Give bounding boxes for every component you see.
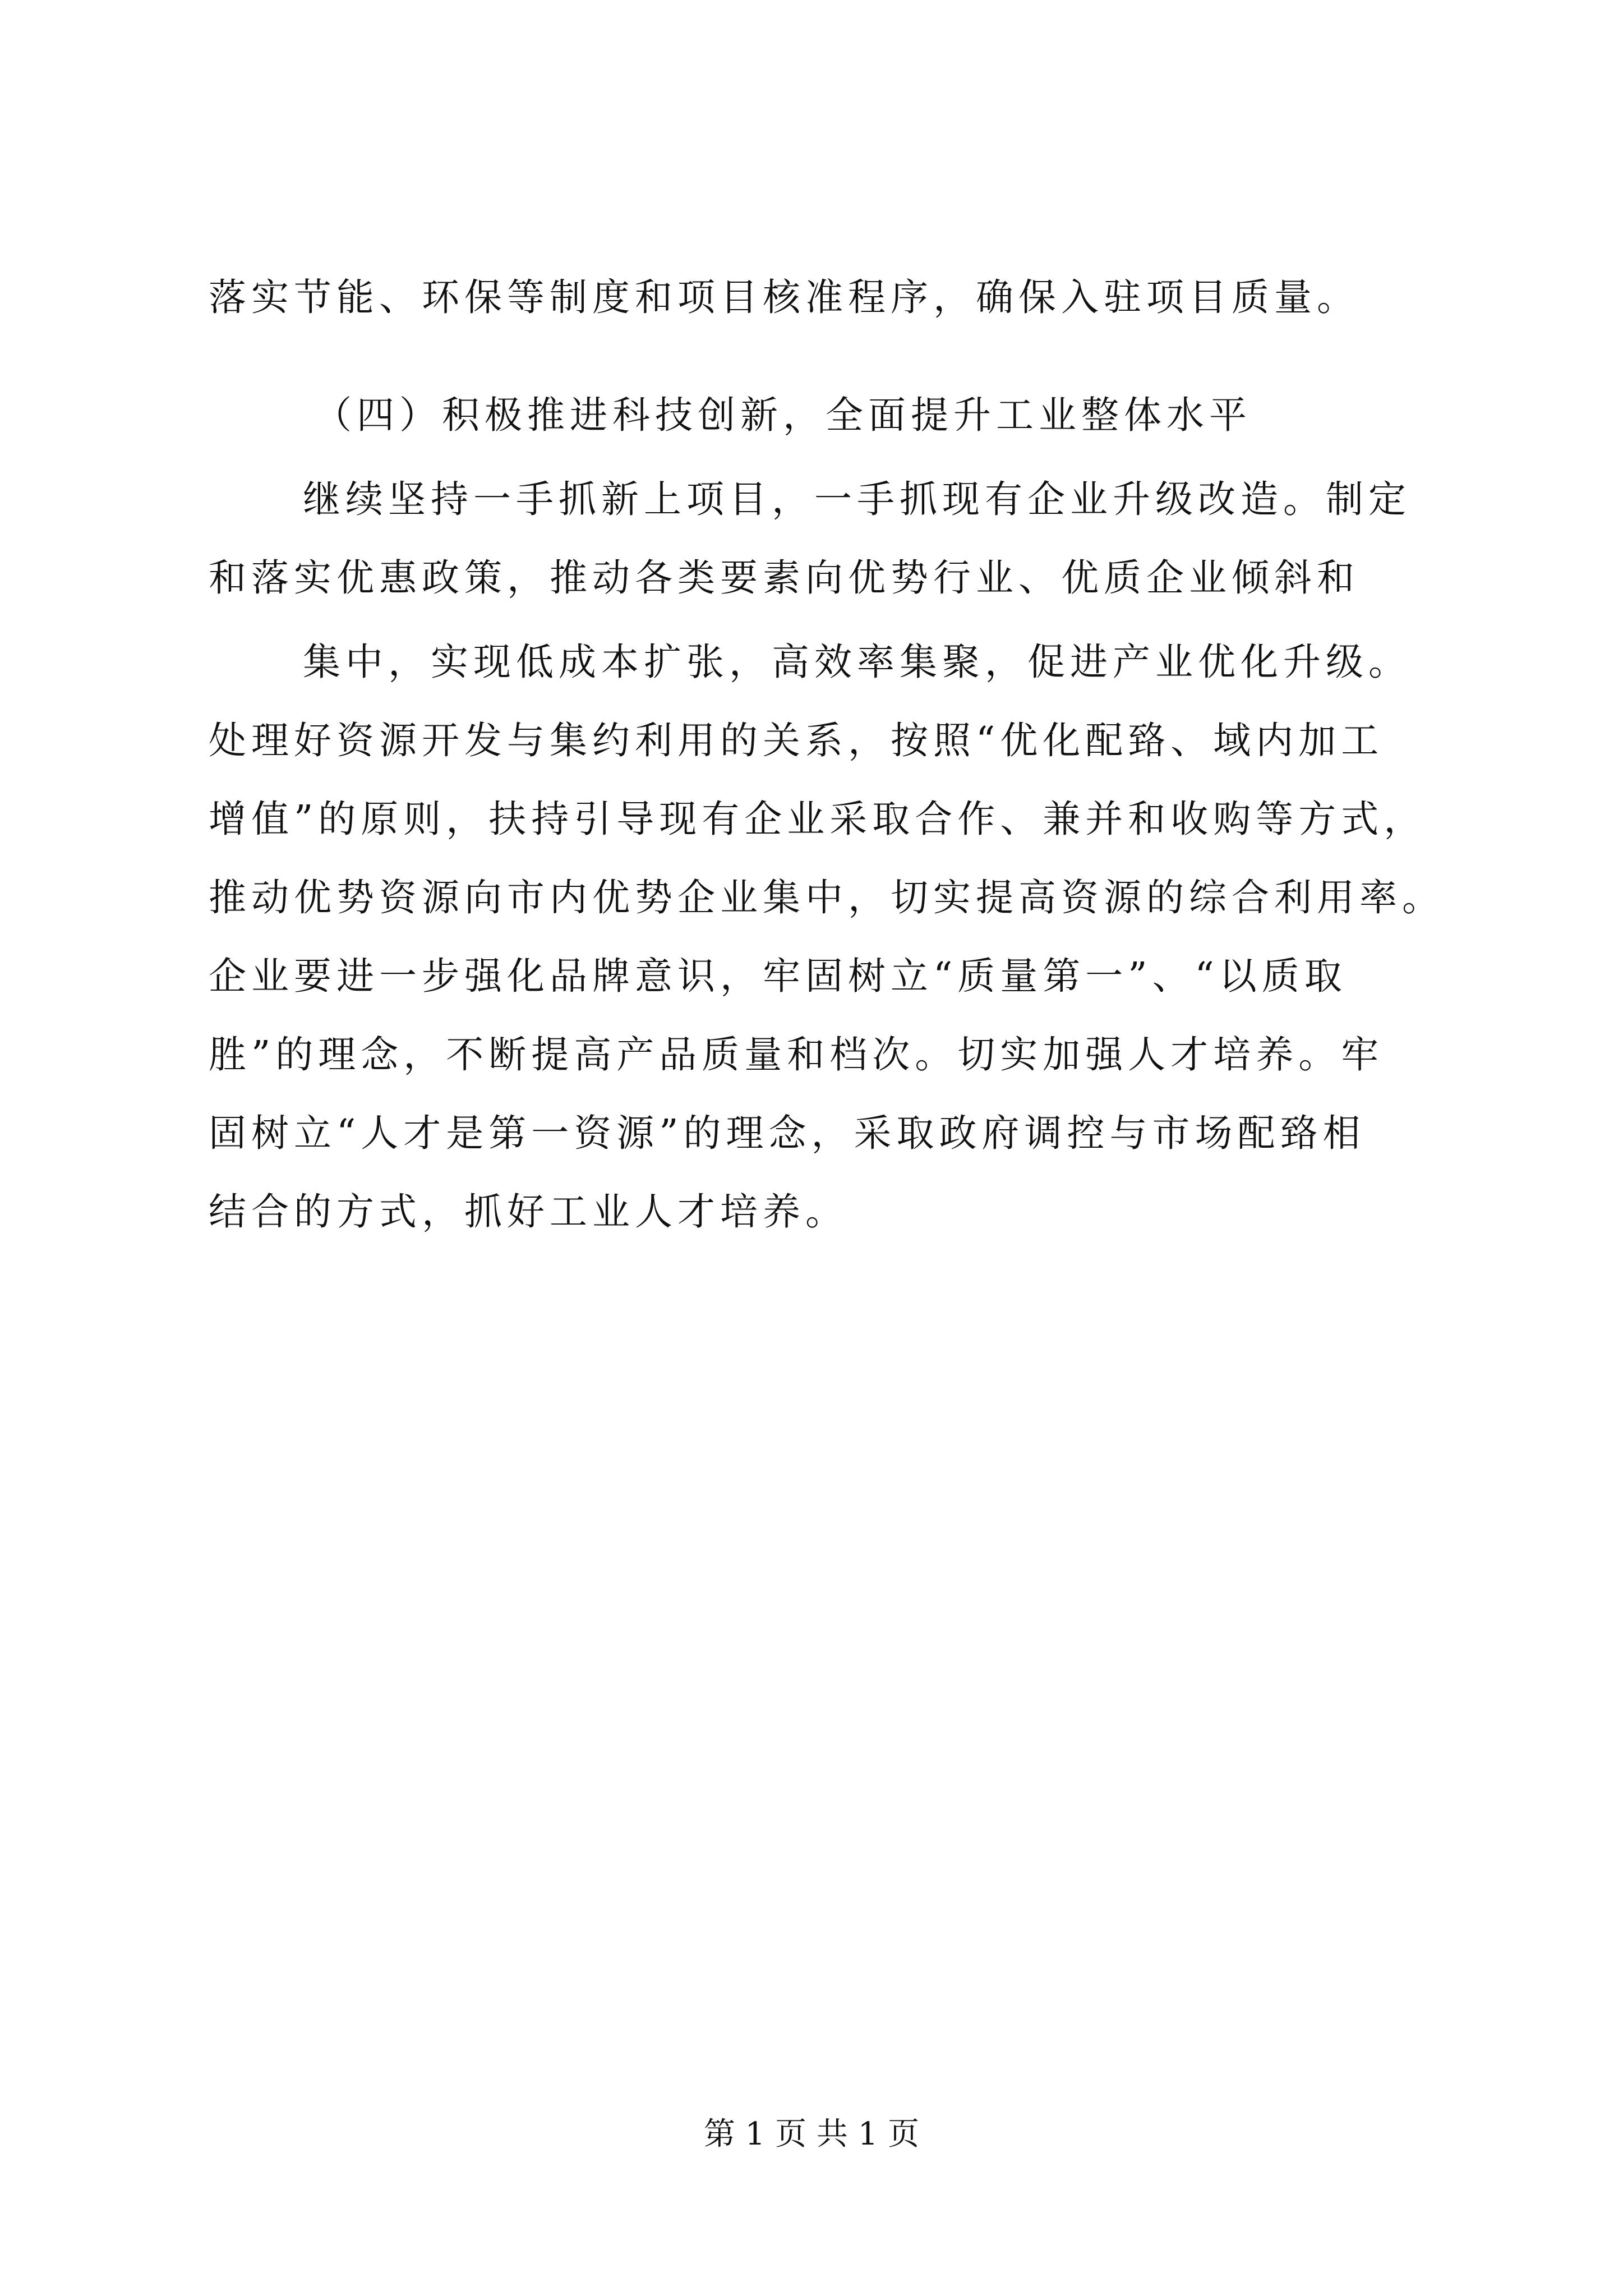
body-text-line: 增值”的原则，扶持引导现有企业采取合作、兼并和收购等方式， [209, 797, 1427, 841]
body-text-line: 落实节能、环保等制度和项目核准程序，确保入驻项目质量。 [209, 275, 1359, 319]
body-text-line: 集中，实现低成本扩张，高效率集聚，促进产业优化升级。 [303, 640, 1411, 684]
body-text-line: 处理好资源开发与集约利用的关系，按照“优化配臵、域内加工 [209, 719, 1384, 762]
page-number-footer: 第 1 页 共 1 页 [703, 2116, 920, 2152]
body-text-line: 固树立“人才是第一资源”的理念，采取政府调控与市场配臵相 [209, 1111, 1366, 1155]
body-text-line: 结合的方式，抓好工业人才培养。 [209, 1190, 848, 1234]
body-text-line: 推动优势资源向市内优势企业集中，切实提高资源的综合利用率。 [209, 876, 1445, 919]
section-heading: （四）积极推进科技创新，全面提升工业整体水平 [314, 393, 1252, 437]
body-text-line: 胜”的理念，不断提高产品质量和档次。切实加强人才培养。牢 [209, 1033, 1384, 1076]
body-text-line: 继续坚持一手抓新上项目，一手抓现有企业升级改造。制定 [303, 477, 1411, 521]
body-text-line: 和落实优惠政策，推动各类要素向优势行业、优质企业倾斜和 [209, 556, 1359, 600]
body-text-line: 企业要进一步强化品牌意识，牢固树立“质量第一”、“以质取 [209, 954, 1347, 998]
